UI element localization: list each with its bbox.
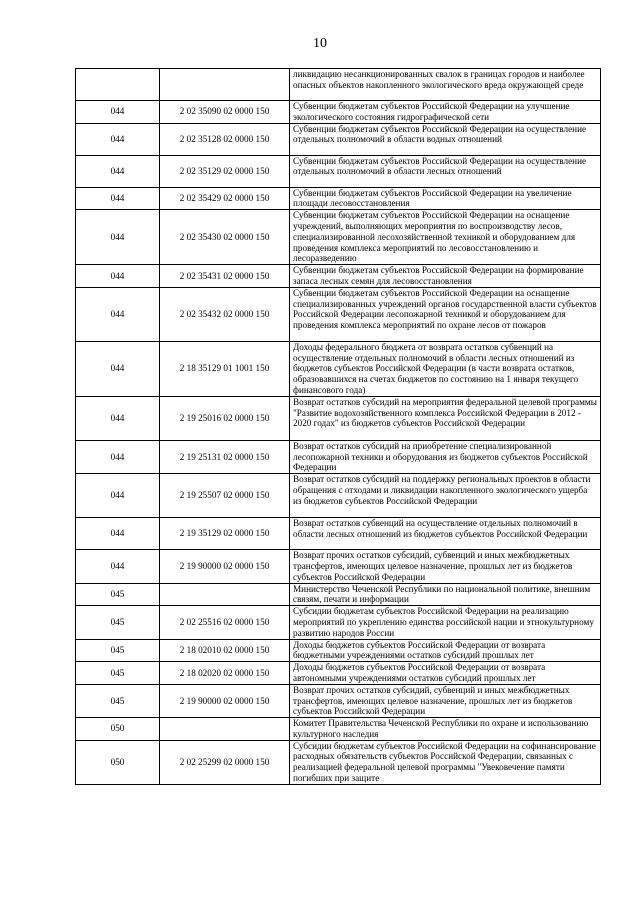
budget-classification-code-cell: 2 02 35090 02 0000 150	[160, 101, 290, 124]
admin-code-cell: 044	[76, 341, 160, 396]
revenue-name-cell: Доходы бюджетов субъектов Российской Федерации от возврата автономными учреждениями остатков субсидий прошлых лет	[290, 662, 601, 685]
admin-code-cell: 044	[76, 396, 160, 440]
budget-classification-code-cell: 2 19 90000 02 0000 150	[160, 684, 290, 717]
table-row	[76, 265, 601, 288]
budget-classification-code-cell: 2 02 25516 02 0000 150	[160, 606, 290, 639]
table-row	[76, 155, 601, 187]
revenue-name-cell: Субвенции бюджетам субъектов Российской Федерации на улучшение экологического состояния гидрографической сети	[290, 101, 601, 124]
table-row	[76, 583, 601, 606]
revenue-name-cell: ликвидацию несанкционированных свалок в границах городов и наиболее опасных объектов накопленного экологического вреда окружающей среде	[290, 69, 601, 101]
revenue-name-cell: Министерство Чеченской Республики по национальной политике, внешним связям, печати и информации	[290, 583, 601, 606]
revenue-name-cell: Субвенции бюджетам субъектов Российской Федерации на оснащение учреждений, выполняющих мероприятия по воспроизводству лесов, специализированной лесохозяйственной техникой и оборудованием для проведения комплекса мероприятий по лесовосстановлению и лесоразведению	[290, 210, 601, 265]
admin-code-cell: 050	[76, 740, 160, 784]
table-row	[76, 341, 601, 396]
table-row	[76, 210, 601, 265]
budget-classification-code-cell: 2 02 35431 02 0000 150	[160, 265, 290, 288]
admin-code-cell: 045	[76, 583, 160, 606]
revenue-name-cell: Субвенции бюджетам субъектов Российской Федерации на оснащение специализированных учреждений органов государственной власти субъектов Российской Федерации лесопожарной техникой и оборудованием для проведения комплекса мероприятий по охране лесов от пожаров	[290, 287, 601, 341]
revenue-name-cell: Комитет Правительства Чеченской Республики по охране и использованию культурного наследия	[290, 718, 601, 741]
admin-code-cell: 044	[76, 123, 160, 155]
revenue-name-cell: Возврат остатков субвенций на осуществление отдельных полномочий в области лесных отношений из бюджетов субъектов Российской Федерации	[290, 518, 601, 550]
revenue-codes-table	[75, 68, 601, 785]
admin-code-cell: 044	[76, 210, 160, 265]
revenue-name-cell: Возврат прочих остатков субсидий, субвенций и иных межбюджетных трансфертов, имеющих целевое назначение, прошлых лет из бюджетов субъектов Российской Федерации	[290, 684, 601, 717]
table-row	[76, 718, 601, 741]
revenue-name-cell: Субвенции бюджетам субъектов Российской Федерации на формирование запаса лесных семян для лесовосстановления	[290, 265, 601, 288]
revenue-name-cell: Возврат остатков субсидий на мероприятия федеральной целевой программы "Развитие водохозяйственного комплекса Российской Федерации в 2012 - 2020 годах" из бюджетов субъектов Российской Федерации	[290, 396, 601, 440]
admin-code-cell: 044	[76, 287, 160, 341]
revenue-name-cell: Возврат остатков субсидий на поддержку региональных проектов в области обращения с отходами и ликвидации накопленного экологического ущерба из бюджетов субъектов Российской Федерации	[290, 474, 601, 518]
admin-code-cell: 044	[76, 101, 160, 124]
admin-code-cell: 044	[76, 518, 160, 550]
budget-classification-code-cell: 2 18 35129 01 1001 150	[160, 341, 290, 396]
table-row	[76, 287, 601, 341]
budget-classification-code-cell: 2 19 25131 02 0000 150	[160, 440, 290, 473]
revenue-name-cell: Возврат прочих остатков субсидий, субвенций и иных межбюджетных трансфертов, имеющих целевое назначение, прошлых лет из бюджетов субъектов Российской Федерации	[290, 550, 601, 583]
admin-code-cell: 045	[76, 662, 160, 685]
budget-classification-code-cell: 2 02 35432 02 0000 150	[160, 287, 290, 341]
table-body	[76, 69, 601, 785]
revenue-name-cell: Субсидии бюджетам субъектов Российской Федерации на реализацию мероприятий по укреплению единства российской нации и этнокультурному развитию народов России	[290, 606, 601, 639]
budget-classification-code-cell: 2 02 35129 02 0000 150	[160, 155, 290, 187]
table-row	[76, 606, 601, 639]
admin-code-cell: 044	[76, 155, 160, 187]
admin-code-cell: 044	[76, 550, 160, 583]
admin-code-cell: 050	[76, 718, 160, 741]
admin-code-cell: 045	[76, 639, 160, 662]
table-row	[76, 101, 601, 124]
table-row	[76, 639, 601, 662]
revenue-name-cell: Возврат остатков субсидий на приобретение специализированной лесопожарной техники и оборудования из бюджетов субъектов Российской Федерации	[290, 440, 601, 473]
budget-classification-code-cell: 2 02 35430 02 0000 150	[160, 210, 290, 265]
budget-classification-code-cell: 2 18 02010 02 0000 150	[160, 639, 290, 662]
table-row	[76, 69, 601, 101]
admin-code-cell: 044	[76, 265, 160, 288]
revenue-name-cell: Доходы федерального бюджета от возврата остатков субвенций на осуществление отдельных полномочий в области лесных отношений из бюджетов субъектов Российской Федерации (в части возврата остатков, образовавшихся на счетах бюджетов по состоянию на 1 января текущего финансового года)	[290, 341, 601, 396]
revenue-name-cell: Субвенции бюджетам субъектов Российской Федерации на осуществление отдельных полномочий в области лесных отношений	[290, 155, 601, 187]
admin-code-cell: 044	[76, 187, 160, 210]
admin-code-cell	[76, 69, 160, 101]
revenue-name-cell: Субвенции бюджетам субъектов Российской Федерации на увеличение площади лесовосстановления	[290, 187, 601, 210]
table-row	[76, 662, 601, 685]
budget-classification-code-cell: 2 18 02020 02 0000 150	[160, 662, 290, 685]
table-row	[76, 440, 601, 473]
page-number: 10	[313, 36, 327, 51]
revenue-name-cell: Субсидии бюджетам субъектов Российской Федерации на софинансирование расходных обязательств субъектов Российской Федерации, связанных с реализацией федеральной целевой программы "Увековечение памяти погибших при защите	[290, 740, 601, 784]
budget-classification-code-cell: 2 02 25299 02 0000 150	[160, 740, 290, 784]
budget-classification-code-cell: 2 19 90000 02 0000 150	[160, 550, 290, 583]
budget-classification-code-cell	[160, 718, 290, 741]
revenue-name-cell: Субвенции бюджетам субъектов Российской Федерации на осуществление отдельных полномочий в области водных отношений	[290, 123, 601, 155]
table-row	[76, 740, 601, 784]
admin-code-cell: 045	[76, 606, 160, 639]
table-row	[76, 123, 601, 155]
budget-classification-code-cell: 2 19 25016 02 0000 150	[160, 396, 290, 440]
table-row	[76, 684, 601, 717]
budget-classification-code-cell: 2 19 25507 02 0000 150	[160, 474, 290, 518]
table-row	[76, 187, 601, 210]
table-row	[76, 396, 601, 440]
table-row	[76, 474, 601, 518]
table-row	[76, 518, 601, 550]
admin-code-cell: 044	[76, 440, 160, 473]
revenue-name-cell: Доходы бюджетов субъектов Российской Федерации от возврата бюджетными учреждениями остатков субсидий прошлых лет	[290, 639, 601, 662]
budget-classification-code-cell: 2 02 35128 02 0000 150	[160, 123, 290, 155]
admin-code-cell: 045	[76, 684, 160, 717]
budget-classification-code-cell	[160, 583, 290, 606]
table-row	[76, 550, 601, 583]
admin-code-cell: 044	[76, 474, 160, 518]
budget-classification-code-cell: 2 02 35429 02 0000 150	[160, 187, 290, 210]
budget-classification-code-cell	[160, 69, 290, 101]
budget-classification-code-cell: 2 19 35129 02 0000 150	[160, 518, 290, 550]
